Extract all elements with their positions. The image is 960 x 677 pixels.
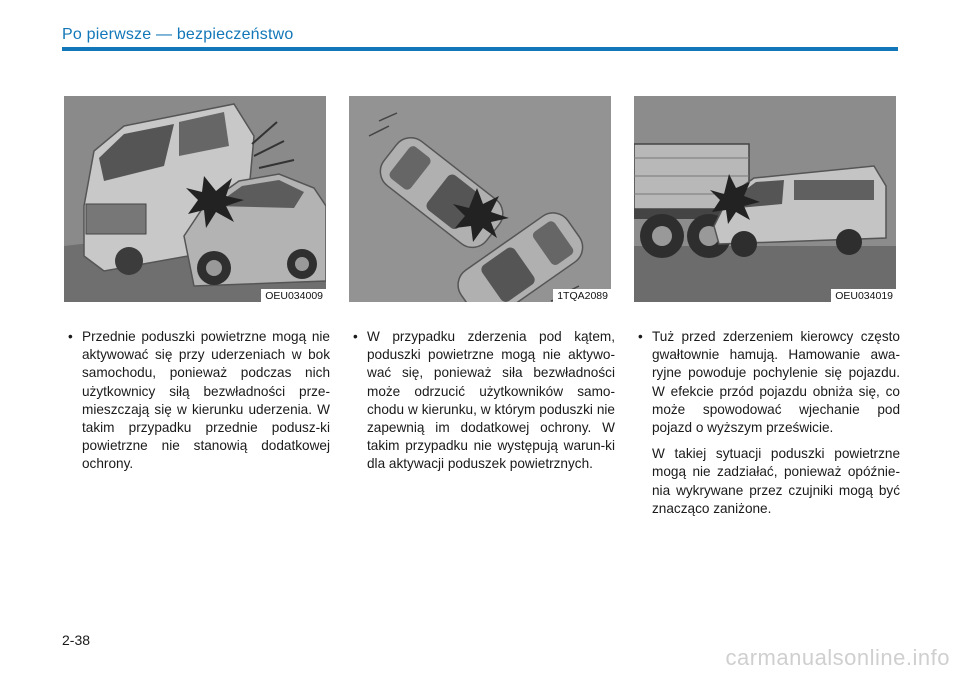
angled-collision-illustration (349, 96, 611, 302)
page-number: 2-38 (62, 632, 91, 648)
figure-underride (634, 96, 896, 302)
header-rule (62, 47, 898, 51)
bullet-paragraph: • W przypadku zderzenia pod kątem, poduszki powietrzne mogą nie aktywo-wać się, ponieważ siła bezwładności może odrzucić użytkowników samo-chodu w kierunku, w którym poduszki nie zapewnią im dodatkowej ochrony. W takim przypadku nie występują warun-ki dla aktywacji poduszek powietrznych. (349, 328, 615, 474)
figure-code: 1TQA2089 (553, 289, 611, 302)
continuation-paragraph: W takiej sytuacji poduszki powietrzne mogą nie zadziałać, ponieważ opóźnie-nia wykrywane przez czujniki mogą być znacząco zaniżone. (652, 446, 900, 516)
bullet-paragraph: • Tuż przed zderzeniem kierowcy często gwałtownie hamują. Hamowanie awa-ryjne powoduje pochylenie się pojazdu. W efekcie przód pojazdu obniża się, co może spowodować wjechanie pod pojazd o wyższym prześwicie. (634, 328, 900, 437)
text-column-3 (634, 328, 900, 526)
underride-illustration (634, 96, 896, 302)
figure-code: OEU034009 (261, 289, 326, 302)
watermark: carmanualsonline.info (725, 645, 950, 670)
section-title: Po pierwsze — bezpieczeństwo (62, 26, 294, 43)
text-column-2 (349, 328, 615, 482)
figure-code: OEU034019 (831, 289, 896, 302)
side-impact-illustration (64, 96, 326, 302)
bullet-paragraph: • Przednie poduszki powietrzne mogą nie aktywować się przy uderzeniach w bok samochodu, ponieważ podczas nich użytkownicy siłą bezwładności prze-mieszczają się w kierunku uderzenia. W takim przypadku przednie podusz-ki powietrzne nie stanowią dodatkowej ochrony. (64, 328, 330, 474)
figure-side-impact (64, 96, 326, 302)
figure-angled-collision (349, 96, 611, 302)
text-column-1 (64, 328, 330, 482)
